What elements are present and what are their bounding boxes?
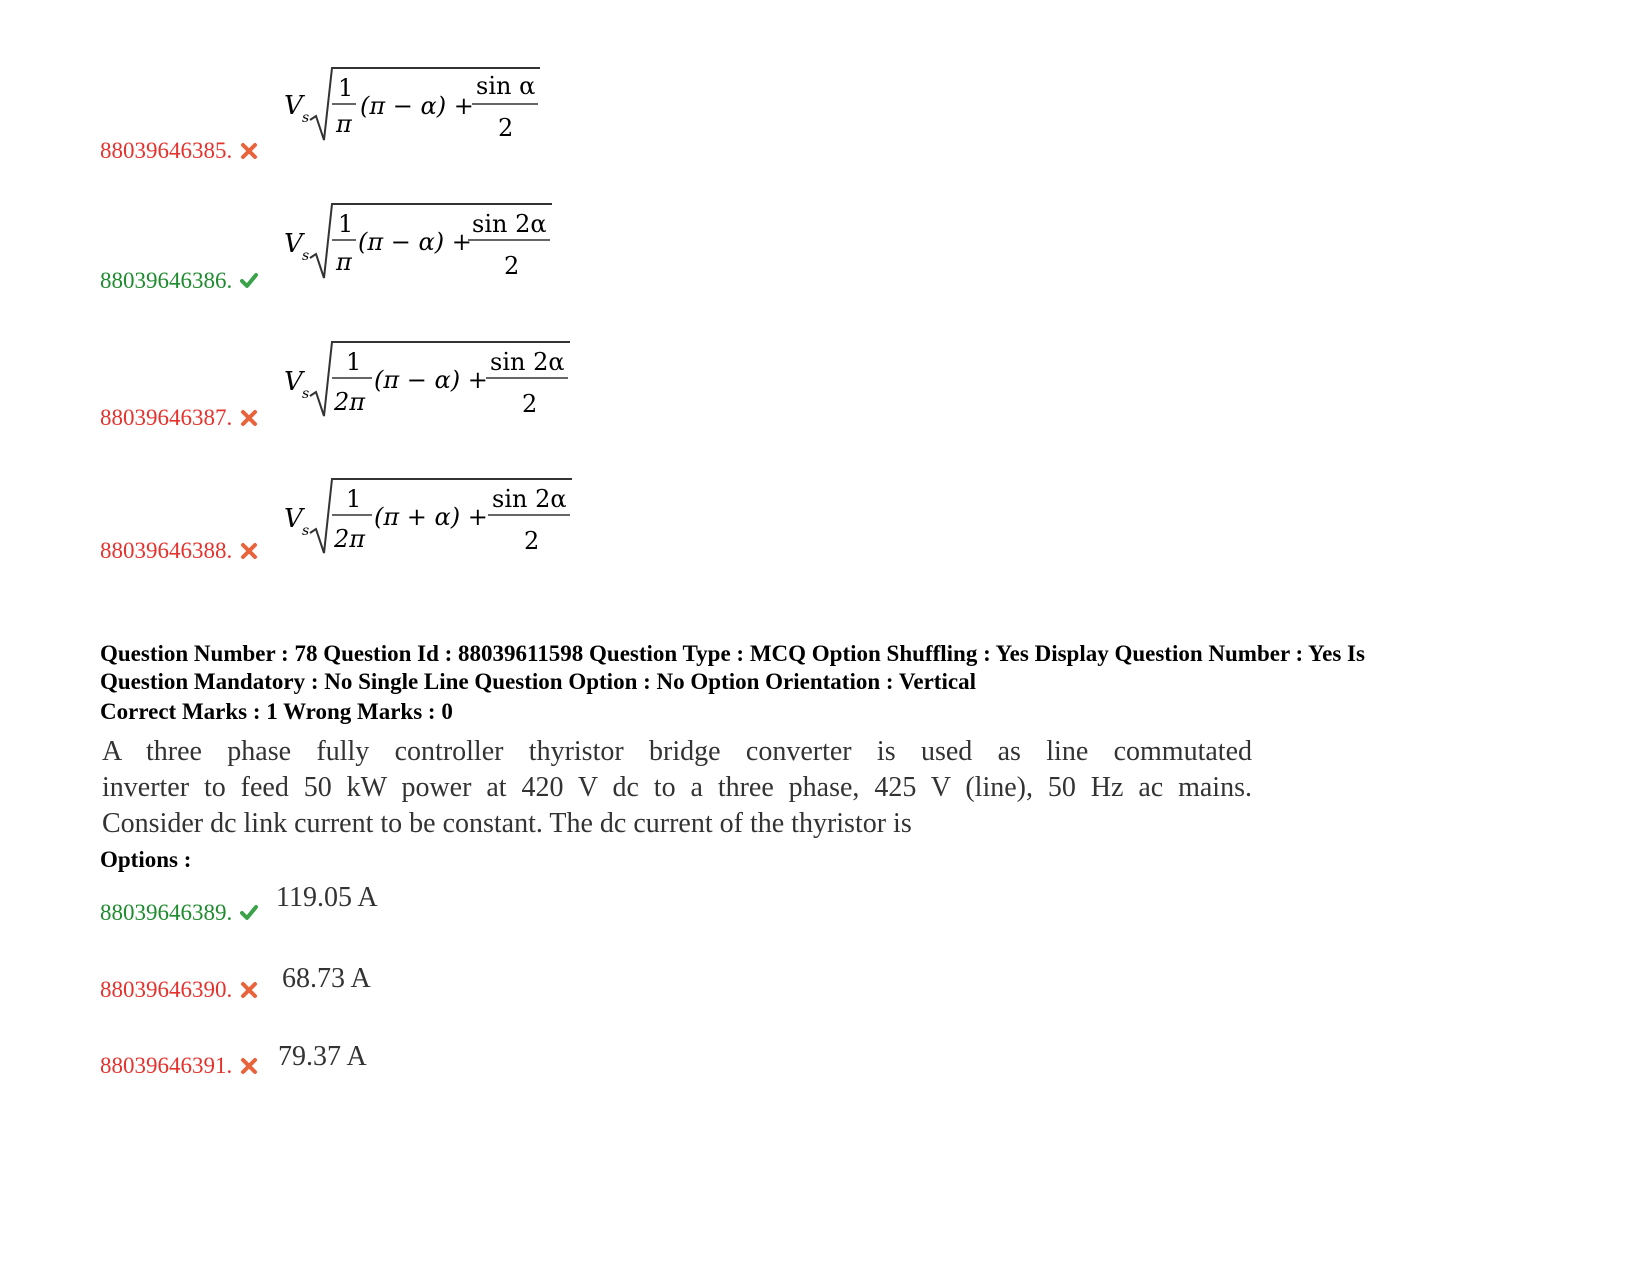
option-id: 88039646386.: [100, 268, 233, 293]
cross-icon: [240, 542, 258, 560]
formula-sub: s: [302, 110, 310, 126]
formula-v: V: [284, 91, 303, 121]
formula-v: V: [284, 229, 303, 259]
question-meta-line2: Question Mandatory : No Single Line Question Option : No Option Orientation : Vertical: [100, 669, 976, 694]
check-icon: [240, 272, 258, 290]
formula-sub: s: [302, 523, 310, 539]
formula-num2: sin 2α: [472, 210, 547, 238]
question-text-line: Consider dc link current to be constant. The dc current of the thyristor is: [102, 808, 912, 839]
option-id: 88039646390.: [100, 977, 233, 1002]
formula-paren: (π − α) +: [358, 228, 472, 256]
option-row: [100, 268, 258, 294]
options-label: Options :: [100, 847, 192, 872]
check-icon: [240, 904, 258, 922]
formula-paren: (π + α) +: [374, 503, 488, 531]
option-row: [100, 138, 258, 164]
option-formula: [280, 336, 580, 426]
formula-sub: s: [302, 386, 310, 402]
formula-num1: 1: [346, 348, 362, 376]
formula-den1: π: [336, 110, 352, 138]
formula-num2: sin 2α: [490, 348, 565, 376]
option-value: 68.73 A: [282, 963, 371, 994]
cross-icon: [240, 409, 258, 427]
option-row: [100, 405, 258, 431]
option-value: 79.37 A: [278, 1041, 367, 1072]
formula-den1: π: [336, 248, 352, 276]
formula-num2: sin α: [476, 72, 536, 100]
option-id: 88039646387.: [100, 405, 233, 430]
option-formula: [280, 60, 550, 150]
formula-sub: s: [302, 248, 310, 264]
formula-paren: (π − α) +: [374, 366, 488, 394]
cross-icon: [240, 1057, 258, 1075]
formula-v: V: [284, 367, 303, 397]
formula-den1: 2π: [334, 525, 366, 553]
question-meta: [100, 640, 1560, 696]
formula-num1: 1: [338, 74, 354, 102]
formula-num1: 1: [346, 485, 362, 513]
option-id: 88039646389.: [100, 900, 233, 925]
option-row: [100, 1053, 258, 1079]
cross-icon: [240, 142, 258, 160]
formula-v: V: [284, 504, 303, 534]
formula-num2: sin 2α: [492, 485, 567, 513]
formula-den1: 2π: [334, 388, 366, 416]
option-id: 88039646391.: [100, 1053, 233, 1078]
question-text-line: A three phase fully controller thyristor bridge converter is used as line commutated: [102, 736, 1252, 767]
formula-den2: 2: [504, 252, 520, 280]
option-value: 119.05 A: [276, 882, 378, 913]
formula-den2: 2: [522, 390, 538, 418]
option-id: 88039646385.: [100, 138, 233, 163]
option-formula: [280, 198, 560, 288]
question-marks: Correct Marks : 1 Wrong Marks : 0: [100, 699, 453, 724]
option-row: [100, 977, 258, 1003]
option-formula: [280, 473, 580, 563]
formula-num1: 1: [338, 210, 354, 238]
question-text-line: inverter to feed 50 kW power at 420 V dc to a three phase, 425 V (line), 50 Hz ac mains.: [102, 772, 1252, 803]
option-row: [100, 900, 258, 926]
cross-icon: [240, 981, 258, 999]
option-id: 88039646388.: [100, 538, 233, 563]
formula-paren: (π − α) +: [360, 92, 474, 120]
option-row: [100, 538, 258, 564]
question-text: [102, 734, 1252, 842]
formula-den2: 2: [498, 114, 514, 142]
question-meta-line1: Question Number : 78 Question Id : 88039611598 Question Type : MCQ Option Shuffling : Yes Display Question Number : Yes Is: [100, 641, 1365, 666]
formula-den2: 2: [524, 527, 540, 555]
